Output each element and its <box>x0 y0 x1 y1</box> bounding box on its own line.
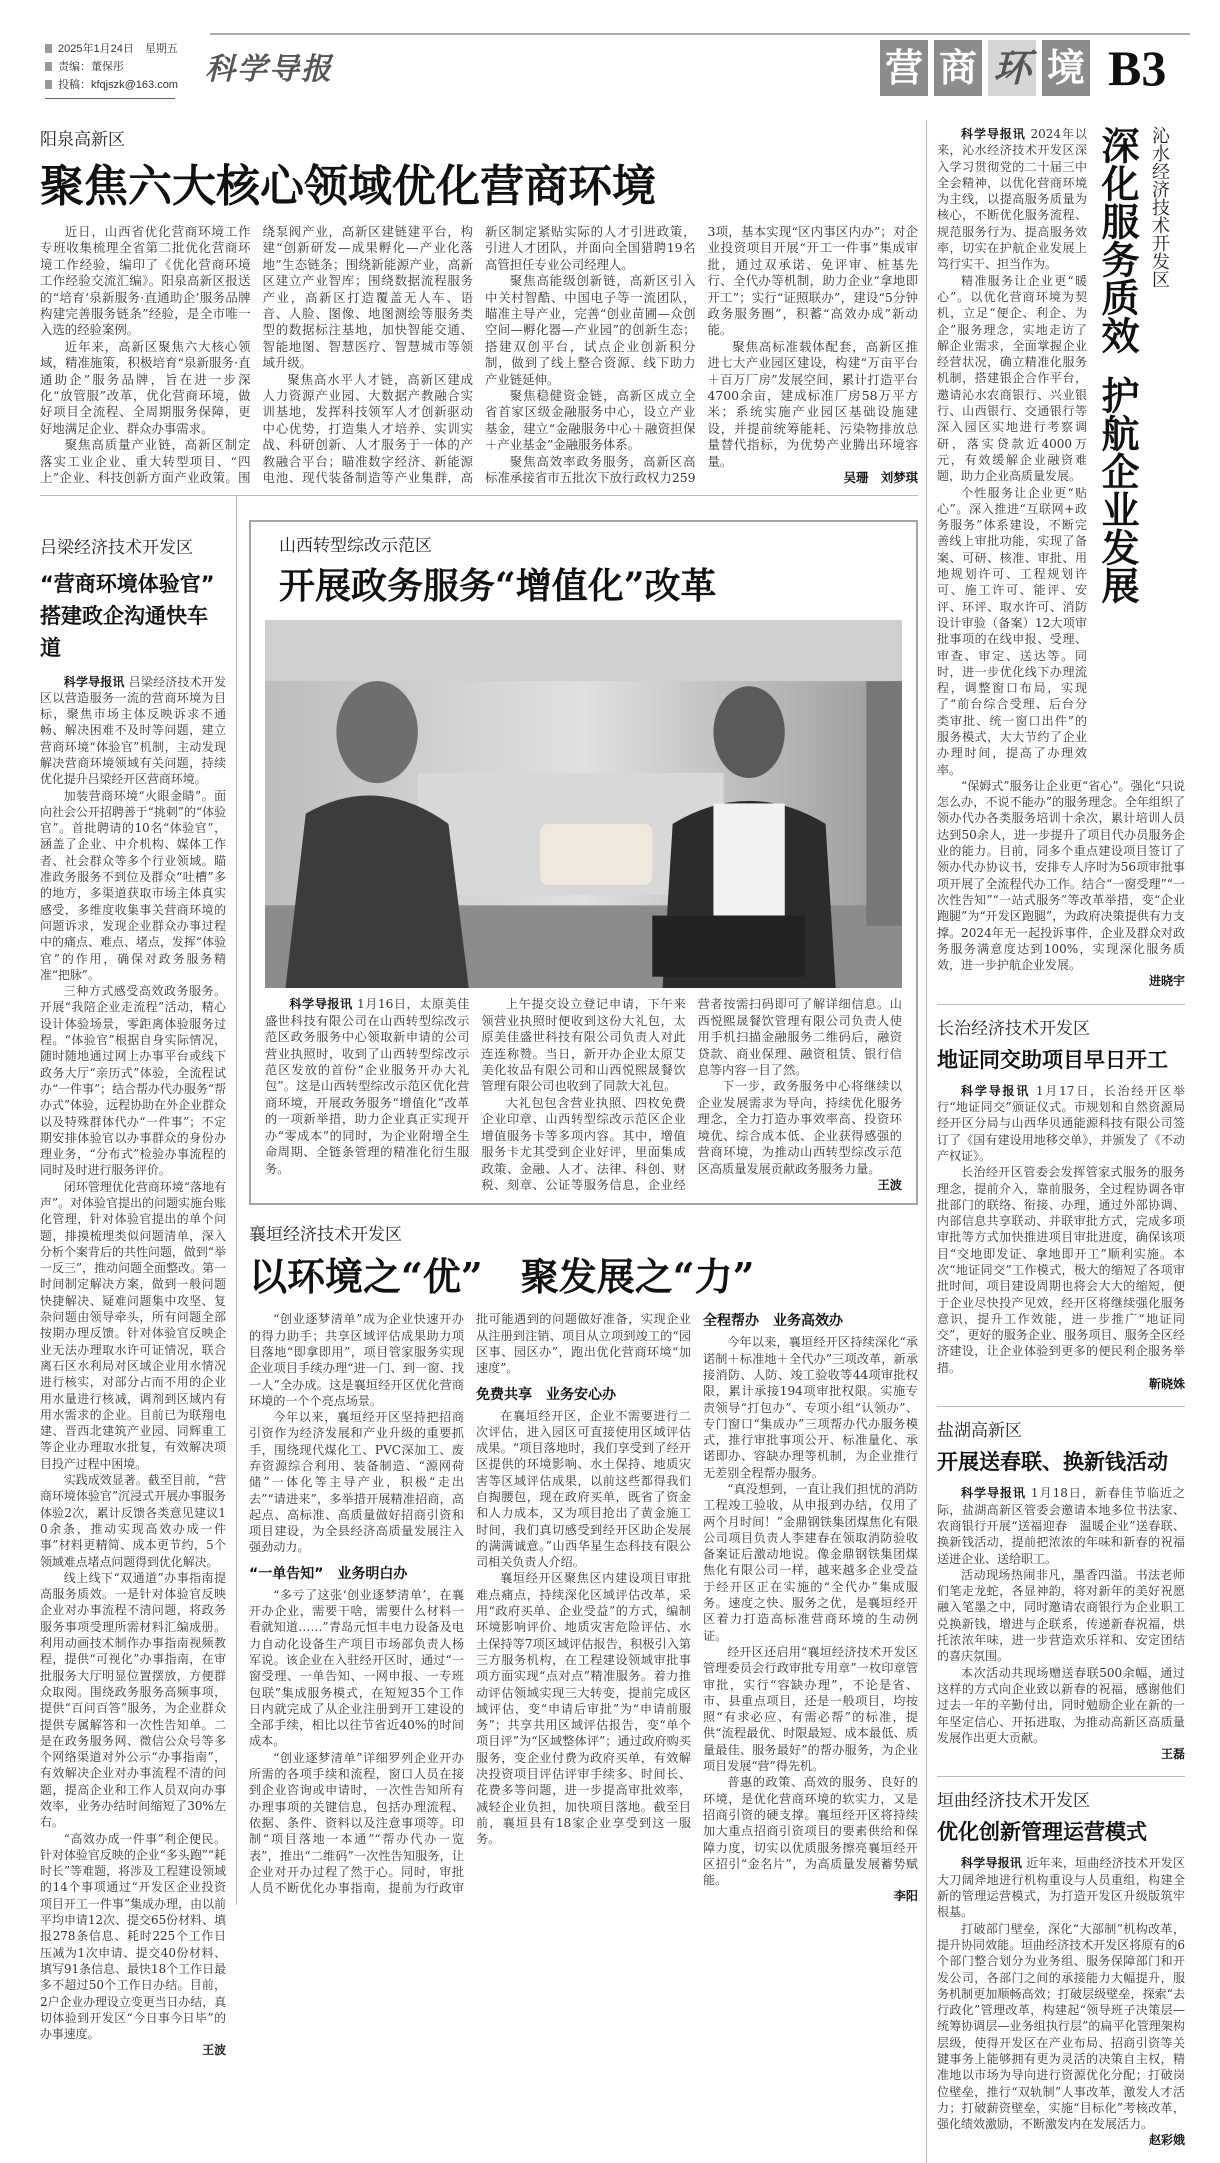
article-xiangyuan <box>249 1205 918 1904</box>
paragraph-text: 线上线下“双通道”办事指南提高服务质效。一是针对体验官反映企业对办事流程不清问题，将政务服务事项受理所需材料汇编成册。利用动画技术制作办事指南视频教程，提供“可视化”办事指南，在审批服务大厅明显位置摆放，方便群众取阅。围绕政务服务高频事项，提供“百问百答”服务，为企业群众提供专属解答和一次性告知单。二是在政务服务网、微信公众号等多个网络渠道对外公示“办事指南”，有效解决企业对办事流程不清的问题，提高企业和工作人员双向办事效率，业务办结时间缩短了30%左右。 <box>40 1570 226 1830</box>
paragraph-text: 普惠的政策、高效的服务、良好的环境，是优化营商环境的软实力，又是招商引资的硬支撑。襄垣经开区将持续加大重点招商引资项目的要素供给和保障力度，切实以优质服务擦亮襄垣经开区招引“金名片”，为高质量发展蓄势赋能。 <box>703 1775 918 1888</box>
article-lvliang <box>40 496 236 2059</box>
article-kicker: 阳泉高新区 <box>40 130 125 150</box>
paragraph-text: 今年以来，襄垣经开区坚持把招商引资作为经济发展和产业升级的重要抓手，围绕现代煤化工、PVC深加工、废弃资源综合利用、装备制造、“源网荷储”一体化等主导产业，积极“走出去”“请进来”，多举措开展精准招商，高起点、高标准、高质量做好招商引资和项目建设，为全县经济高质量发展注入强劲动力。 <box>249 1410 464 1555</box>
issue-date: 2025年1月24日 星期五 <box>45 40 178 58</box>
news-dateline: 科学导报讯 <box>63 674 125 689</box>
article-paragraph <box>249 1587 464 1750</box>
paragraph-text: 聚焦高效率政务服务，高新区高标准承接省市五批次下放行政权力2593项，基本实现“区内事区内办”；对企业投资项目开展“开工一件事”集成审批，通过双承诺、免评审、桩基先行、全代办等机制，助力企业“拿地即开工”；实行“证照联办”，建设“5分钟政务服务圈”，积蓄“高效办成”新动能。 <box>485 224 918 486</box>
article-yuanqu <box>937 1777 1185 2162</box>
paragraph-text: 全程帮办 业务高效办 <box>703 1313 843 1330</box>
article-author: 王波 <box>202 2043 226 2058</box>
article-paragraph <box>249 1409 464 1556</box>
paragraph-text: 经开区还启用“襄垣经济技术开发区管理委员会行政审批专用章”一枚印章管审批，实行“容缺办理”，不论是省、市、县重点项目，还是一般项目，均按照“有求必应、有需必帮”的标准，提供“流程最优、时限最短、成本最低、质量最佳、服务最好”的帮办服务，为企业项目发展“营”得先机。 <box>703 1644 918 1774</box>
paragraph-text: “一单告知” 业务明白办 <box>249 1565 408 1582</box>
article-paragraph <box>937 1855 1185 1920</box>
article-paragraph <box>249 1311 464 1409</box>
section-char: 营 <box>880 40 928 96</box>
photo-service-hall <box>265 620 902 989</box>
paragraph-text: 襄垣经开区聚焦区内建设项目审批难点痛点，持续深化区域评估改革，采用“政府买单、企业受益”的方式，编制环境影响评价、地质灾害危险评估、水土保持等7项区域评估报告，积极引入第三方服务机构，在工程建设领域审批事项方面实现“点对点”精准服务。着力推动评估领域实现三大转变，提前完成区域评估，变“申请后审批”为“申请前服务”；共享共用区域评估报告，变“单个项目评”为“区域整体评”；通过政府购买服务，变企业付费为政府买单，有效解决投资项目评估评审手续多、时间长、花费多等问题，进一步提高审批效率，减轻企业负担，加快项目落地。截至目前，襄垣县有18家企业享受到这一服务。 <box>476 1571 691 1847</box>
news-dateline: 科学导报讯 <box>961 1486 1027 1501</box>
article-body <box>40 674 226 2059</box>
article-body <box>937 778 1185 990</box>
article-headline: 开展送春联、换新钱活动 <box>937 1450 1168 1475</box>
article-kicker: 沁水经济技术开发区 <box>1149 126 1170 288</box>
article-paragraph <box>703 1644 918 1774</box>
main-area <box>40 120 918 2059</box>
article-kicker: 长治经济技术开发区 <box>937 1018 1090 1039</box>
article-paragraph <box>40 788 226 984</box>
article-body <box>937 1485 1185 1762</box>
vertical-headline <box>1095 126 1139 604</box>
article-headline: 深化服务质效 <box>1095 126 1140 354</box>
article-author: 进晓宇 <box>1148 974 1185 989</box>
paragraph-text: 活动现场热闹非凡，墨香四溢。书法老师们笔走龙蛇，各显神韵，将对新年的美好祝愿融入笔墨之中，同时邀请农商银行为企业职工兑换新钱，增进与企联系，传递新春祝福，烘托浓浓年味，进一步营造欢乐祥和、安定团结的喜庆氛围。 <box>937 1567 1185 1664</box>
paragraph-text: 1月18日，新春佳节临近之际，盐湖高新区管委会邀请本地多位书法家、农商银行开展“送福迎春 温暖企业”送春联、换新钱活动，提前把浓浓的年味和新春的祝福送进企业、送给职工。 <box>937 1486 1185 1566</box>
article-paragraph <box>476 1408 691 1571</box>
article-author: 王磊 <box>1160 1747 1185 1762</box>
paragraph-text: 打破部门壁垒，深化“大部制”机构改革，提升协同效能。垣曲经济技术开发区将原有的6个部门整合划分为业务组、服务保障部门和开发公司，各部门之间的承接能力大幅提升，服务机制更加顺畅高效；打破层级壁垒，探索“去行政化”管理改革，构建起“领导班子决策层—统筹协调层—业务组执行层”的扁平化管理架构层级，使得开发区在产业布局、招商引资等关键事务上能够拥有更为灵活的决策自主权，精准地以市场为导向进行资源优化分配；打破岗位壁垒，推行“双轨制”人事改革，激发人才活力；打破薪资壁垒，实施“目标化”考核改革，强化绩效激励，不断激发内在发展活力。 <box>937 1921 1185 2132</box>
paragraph-text: 大礼包包含营业执照、四枚免费企业印章、山西转型综改示范区企业增值服务卡等多项内容。其中，增值服务卡尤其受到企业好评，里面集成政策、金融、人才、法律、科创、财税、刻章、公证等服务信息，企业经营者按需扫码即可了解详细信息。山西悦熙晟餐饮管理有限公司负责人使用手机扫描金融服务二维码后，融资贷款、商业保理、融资租赁、银行信息等内容一目了然。 <box>481 997 902 1192</box>
paragraph-text: 长治经开区管委会发挥管家式服务的服务理念，提前介入，靠前服务，全过程协调各审批部门的联络、衔接、办理，通过外部协调、内部信息共享联动、并联审批方式，完成多项审批等方式加快推进项目审批进度，确保该项目“交地即发证、拿地即开工”顺利实施。本次“地证同交”工作模式，极大的缩短了各项审批时间，项目建设周期也将会大大的缩短，便于企业尽快投产见效，经开区将继续强化服务意识，提升工作效能，进一步推广“地证同交”，更好的服务企业、服务项目、服务全区经济建设，让企业体验到更多的便民利企服务举措。 <box>937 1165 1185 1375</box>
issue-editor: 责编：董保彤 <box>45 58 178 76</box>
article-headline: 地证同交助项目早日开工 <box>937 1047 1168 1072</box>
paragraph-text: 1月17日，长治经开区举行“地证同交”颁证仪式。市规划和自然资源局经开区分局与山西华贝通能源科技有限公司签订了《国有建设用地移交单》，并颁发了《不动产权证》。 <box>937 1083 1185 1163</box>
article-paragraph <box>708 339 919 470</box>
article-headline: 以环境之“优” 聚发展之“力” <box>249 1254 755 1300</box>
article-headline: “营商环境体验官” <box>40 571 215 596</box>
news-dateline: 科学导报讯 <box>289 997 353 1012</box>
paragraph-text: 在襄垣经开区，企业不需要进行二次评估，进入园区可直接使用区域评估成果。“项目落地时，我们享受到了经开区提供的环境影响、水土保持、地质灾害等区域评估成果，以前这些都得我们自掏腰包，现在政府买单，既省了资金和人力成本，又为项目抢出了黄金施工时间，我们真切感受到经开区助企发展的满满诚意。”山西华星生态科技有限公司相关负责人介绍。 <box>476 1408 691 1570</box>
section-title <box>880 40 1090 96</box>
article-paragraph <box>485 273 696 388</box>
article-kicker: 垣曲经济技术开发区 <box>937 1791 1090 1812</box>
article-headline: 搭建政企沟通快车道 <box>40 603 208 660</box>
paragraph-text: “真没想到，一直让我们担忧的消防工程竣工验收，从申报到办结，仅用了两个月时间！”金鼎钢铁集团煤焦化有限公司项目负责人李建春在领取消防验收备案证后激动地说。像金鼎钢铁集团煤焦化有限公司一样，越来越多企业受益于经开区正在实施的“全代办”集成服务。速度之快、服务之优，是襄垣经开区着力打造高标准营商环境的生动例证。 <box>703 1481 918 1643</box>
article-paragraph <box>698 1078 902 1176</box>
article-paragraph <box>937 1485 1185 1566</box>
article-paragraph <box>40 983 226 1179</box>
article-headline: 开展政务服务“增值化”改革 <box>279 564 717 607</box>
paragraph-text: “多亏了这张‘创业逐梦清单’，在襄开办企业，需要干啥，需要什么材料一看就知道……”青岛元恒丰电力设备及电力自动化设备生产项目市场部负责人杨军说。该企业在入驻经开区时，通过“一窗受理、一单告知、一网申报、一专班包联”集成服务模式，在短短35个工作日内就完成了从企业注册到开工建设的全部手续，相比以往节省近40%的时间成本。 <box>249 1587 464 1749</box>
article-paragraph <box>703 1334 918 1481</box>
paragraph-text: “高效办成一件事”利企便民。针对体验官反映的企业“多头跑”“耗时长”等难题，将涉及工程建设领域的14个事项通过“开发区企业投资项目开工一件事”集成办理，由以前平均申请12次、提交65份材料、填报278条信息、耗时225个工作日压减为1次申请、提交40份材料、填写91条信息、最快18个工作日最多不超过50个工作日办结。目前，2户企业办理设立变更当日办结，真切体验到开发区“今日事今日毕”的办事速度。 <box>40 1831 226 2042</box>
article-kicker: 山西转型综改示范区 <box>279 535 432 556</box>
issue-email: 投稿：kfqjszk@163.com <box>45 76 178 94</box>
article-headline: 优化创新管理运营模式 <box>937 1820 1147 1845</box>
paragraph-text: 上午提交设立登记申请，下午来领营业执照时便收到这份大礼包，太原美佳盛世科技有限公司负责人对此连连称赞。当日，新开办企业太原艾美化妆品有限公司和山西悦熙晟餐饮管理有限公司也收到了同款大礼包。 <box>481 997 686 1094</box>
article-paragraph <box>937 485 1087 778</box>
article-kicker: 盐湖高新区 <box>937 1421 1022 1442</box>
paragraph-text: 1月16日，太原美佳盛世科技有限公司在山西转型综改示范区政务服务中心领取新申请的公司营业执照时，收到了山西转型综改示范区发放的首份“企业服务开办大礼包”。这是山西转型综改示范区优化营商环境，开展政务服务“增值化”改革的一项新举措，助力企业真正实现开办“零成本”的同时，为企业附增全生命周期、全链条管理的精准化衍生服务。 <box>265 997 470 1176</box>
issue-info <box>45 40 178 94</box>
paragraph-text: 2024年以来，沁水经济技术开发区深入学习贯彻党的二十届三中全会精神，以优化营商环境为主线，以提高服务质量为核心，不断优化服务流程、规范服务行为、提高服务效率，切实在护航企业发展上笃行实干、担当作为。 <box>937 127 1087 272</box>
article-paragraph <box>40 1179 226 1472</box>
article-yangquan <box>40 120 918 487</box>
article-paragraph <box>937 1083 1185 1164</box>
center-area <box>236 496 918 1905</box>
paragraph-text: 近年来，垣曲经济技术开发区大刀阔斧地进行机构重设与人员重组，构建全新的管理运营模式，为打造开发区升级版筑牢根基。 <box>937 1856 1185 1920</box>
lower-row <box>40 496 918 2059</box>
article-paragraph <box>476 1570 691 1847</box>
article-paragraph <box>937 1921 1185 2133</box>
paragraph-text: 闭环管理优化营商环境“落地有声”。对体验官提出的问题实施台账化管理，针对体验官提出的单个问题，排摸梳理类似问题清单，深入分析个案背后的共性问题，做到“举一反三”，推动问题全面整改。第一时间制定解决方案，做到一般问题快捷解决、疑难问题集中攻坚、复杂问题由领导牵头，所有问题全部按期办理反馈。针对体验官反映企业无法办理取水许可证情况，联合离石区水利局对区域企业用水情况进行核实，对部分占而不用的企业用水量进行核减，调剂到区域内有用水需求的企业。目前已为联翔电建、晋西北建筑产业园、同辉重工等企业办理取水批复，有效解决项目投产过程中困境。 <box>40 1179 226 1471</box>
article-paragraph <box>937 1665 1185 1746</box>
article-author: 靳晓姝 <box>1148 1377 1185 1392</box>
paragraph-text: 下一步，政务服务中心将继续以企业发展需求为导向，持续优化服务理念，全力打造办事效率高、投资环境优、综合成本低、企业获得感强的营商环境，为推动山西转型综改示范区高质量发展贡献政务服务力量。 <box>697 1079 902 1176</box>
top-rule <box>210 33 1190 35</box>
paragraph-text: 吕梁经济技术开发区以营造服务一流的营商环境为目标，聚焦市场主体反映诉求不通畅、解决困难不及时等问题，建立营商环境“体验官”机制，主动发现解决营商环境领域有关问题，持续优化提升吕梁经开区营商环境。 <box>40 674 226 787</box>
article-body <box>937 1083 1185 1393</box>
section-char: 环 <box>988 40 1036 96</box>
boxed-article <box>249 520 918 1206</box>
paragraph-text: 聚焦高能级创新链，高新区引入中关村智酷、中国电子等一流团队，瞄准主导产业，完善“创业苗圃—众创空间—孵化器—产业园”的创新生态；搭建双创平台，试点企业创新积分制，做到了线上整合资源、线下助力产业链延伸。 <box>485 273 696 387</box>
paragraph-text: 精准服务让企业更“暖心”。以优化营商环境为契机，立足“便企、利企、为企”服务理念，实地走访了解企业需求，全面掌握企业经营状况，确立精准化服务机制，搭建银企合作平台，邀请沁水农商银行、兴业银行、山西银行、交通银行等深入园区实地进行考察调研，落实贷款近4000万元，有效缓解企业融资难题，助力企业高质量发展。 <box>937 273 1087 484</box>
paragraph-text: 三种方式感受高效政务服务。开展“我陪企业走流程”活动，精心设计体验场景，零距离体验服务过程。“体验官”根据自身实际情况，随时随地通过网上办事平台或线下政务大厅“亲历式”体验，全流程试办“一件事”；结合帮办代办服务“帮办式”体验，远程协助在外企业群众以及特殊群体代办“一件事”；不定期安排体验官以办事群众的身份办理业务，“分布式”检验办事流程的同时及时进行服务评价。 <box>40 984 226 1178</box>
article-yanhu <box>937 1407 1185 1777</box>
article-body <box>40 224 918 487</box>
article-body <box>937 126 1087 778</box>
article-subheading <box>476 1385 691 1405</box>
paragraph-text: “保姆式”服务让企业更“省心”。强化“只说怎么办，不说不能办”的服务理念。全年组织了领办代办各类服务培训十余次，累计培训人员达到50余人，进一步提升了项目代办员服务企业的能力。目前，同多个重点建设项目签订了领办代办协议书，安排专人序时为56项审批事项开展了全流程代办工作。结合“一窗受理”“一次性告知”“一站式服务”等改革举措，变“企业跑腿”为“开发区跑腿”，为政府决策提供有力支撑。2024年无一起投诉事件，企业及群众对政务服务满意度达到100%，实现深化服务质效，进一步护航企业发展。 <box>937 778 1185 973</box>
article-kicker: 吕梁经济技术开发区 <box>40 537 193 558</box>
news-dateline: 科学导报讯 <box>961 1856 1023 1871</box>
page-number: B3 <box>1108 40 1167 96</box>
section-char: 商 <box>934 40 982 96</box>
paragraph-text: 加装营商环境“火眼金睛”。面向社会公开招聘善于“挑刺”的“体验官”。首批聘请的10名“体验官”，涵盖了企业、中介机构、媒体工作者、社会群众等多个行业领域。瞄准政务服务不到位及群众“吐槽”多的地方，多渠道获取市场主体真实感受，多维度收集事关营商环境的问题诉求，发现企业群众办事过程中的痛点、难点、堵点，发挥“体验官”的作用，确保对政务服务精准“把脉”。 <box>40 788 226 982</box>
paragraph-text: 近年来，高新区聚焦六大核心领域，精准施策，积极培育“泉新服务·直通助企”服务品牌，旨在进一步深化“放管服”改革，优化营商环境，做好项目全流程、全周期服务保障，更好地满足企业、群众办事需求。 <box>40 338 251 436</box>
news-dateline: 科学导报讯 <box>961 127 1026 141</box>
article-paragraph <box>485 388 696 454</box>
paragraph-text: 近日，山西省优化营商环境工作专班收集梳理全省第二批优化营商环境工作经验，编印了《优化营商环境工作经验交流汇编》。阳泉高新区报送的“培育‘泉新服务·直通助企’服务品牌 构建完善服务链条”经验，是全市唯一入选的经验案例。 <box>40 224 263 338</box>
news-dateline: 科学导报讯 <box>961 1083 1031 1098</box>
article-paragraph <box>481 996 685 1094</box>
paragraph-text: 聚焦稳健资金链，高新区成立全省首家区级金融服务中心，设立产业基金，建立“金融服务中心＋融资担保＋产业基金”金融服务体系。 <box>485 388 696 453</box>
article-subheading <box>249 1564 464 1584</box>
divider <box>45 98 175 99</box>
article-body <box>265 996 902 1193</box>
article-paragraph <box>703 1774 918 1888</box>
article-paragraph <box>40 224 263 339</box>
article-paragraph <box>937 126 1087 273</box>
paragraph-text: “创业逐梦清单”详细罗列企业开办所需的各项手续和流程，窗口人员在接到企业咨询或申请时，一次性告知所有办理事项的关键信息，包括办理流程、依据、条件、资料以及注意事项等。印制“项目落地一本通”“帮办代办一览表”，推出“二维码”一次性告知服务，让企业对开办过程了然于心。同时，审批人员不断优化办事指南，提前为行政审批可能遇到的问题做好准备，实现企业从注册到注销、项目从立项到竣工的“园区事、园区办”，跑出优化营商环境“加速度”。 <box>249 1312 691 1896</box>
article-paragraph <box>40 339 251 437</box>
news-photo <box>265 620 902 989</box>
paragraph-text: 本次活动共现场赠送春联500余幅，通过这样的方式向企业致以新春的祝福，感谢他们过去一年的辛勤付出，同时勉励企业在新的一年坚定信心、开拓进取，为推动高新区高质量发展作出更大贡献。 <box>937 1665 1185 1745</box>
article-paragraph <box>265 996 469 1176</box>
article-paragraph <box>703 1481 918 1644</box>
article-paragraph <box>937 1567 1185 1665</box>
paragraph-text: “创业逐梦清单”成为企业快速开办的得力助手；共享区域评估成果助力项目落地“即拿即用”，项目管家服务实现企业项目手续办理“进一门、到一窗、找一人”全办成。这是襄垣经开区优化营商环境的一个个亮点场景。 <box>249 1312 464 1408</box>
article-paragraph <box>40 674 226 788</box>
article-author: 王波 <box>877 1177 902 1192</box>
paragraph-text: 实践成效显著。截至目前，“营商环境体验官”沉浸式开展办事服务体验2次，累计反馈各类意见建议10余条，推动实现高效办成一件事”材料更精简、成本更节约，5个领域难点堵点问题得到优化解决。 <box>40 1473 226 1569</box>
article-paragraph <box>937 1164 1185 1376</box>
article-author: 吴珊 刘梦琪 <box>843 470 918 486</box>
article-changzhi <box>937 1005 1185 1408</box>
article-author: 李阳 <box>893 1889 918 1904</box>
article-paragraph <box>937 778 1185 974</box>
section-char: 境 <box>1042 40 1090 96</box>
paragraph-text: 聚焦高标准载体配套，高新区推进七大产业园区建设，构建“万亩平台＋百万厂房”发展空间，累计打造平台4700余亩，建成标准厂房58万平方米；系统实施产业园区基础设施建设，并提前统筹能耗、污染物排放总量替代指标，为优势产业腾出环境容量。 <box>707 338 918 469</box>
paragraph-text: 免费共享 业务安心办 <box>476 1386 616 1403</box>
paragraph-text: 聚焦高水平人才链，高新区建成人力资源产业园、大数据产教融合实训基地，发挥科技领军人才创新驱动中心优势，打造集人才培养、实训实战、科研创新、人才服务于一体的产教融合平台；瞄准数字经济、新能源电池、现代装备制造等产业集群，高新区制定紧贴实际的人才引进政策，引进人才团队，并面向全国猎聘19名高管担任专业公司经理人。 <box>262 224 696 486</box>
article-paragraph <box>40 1472 226 1570</box>
paragraph-text: 个性服务让企业更“贴心”。深入推进“互联网+政务服务”体系建设，不断完善线上审批功能，实现了备案、可研、核准、审批、用地规划许可、工程规划许可、施工许可、能评、安评、环评、取水许可、消防设计审验（备案）12大项审批事项的在线申报、受理、审查、审定、送达等。同时，进一步优化线下办理流程，调整窗口布局，实现了“前台综合受理、后台分类审批、统一窗口出件”的服务模式，大大节约了企业办理时间，提高了办理效率。 <box>937 485 1087 777</box>
article-paragraph <box>40 1570 226 1831</box>
article-qinshui <box>937 120 1185 1005</box>
article-body <box>249 1311 918 1904</box>
paragraph-text: 今年以来，襄垣经开区持续深化“承诺制＋标准地＋全代办”三项改革，新承接消防、人防、竣工验收等44项审批权限，累计承接194项审批权限。实施专责领导“打包办”、专项小组“认领办”、专门窗口“集成办”三项帮办代办服务模式，推行审批事项公开、标准量化、承诺即办、容缺办理等机制，为企业推行无差别全程帮办服务。 <box>703 1335 918 1480</box>
article-author: 赵彩娥 <box>1148 2133 1185 2148</box>
article-headline: 护航企业发展 <box>1095 376 1140 604</box>
right-column <box>926 120 1185 2163</box>
article-paragraph <box>40 1831 226 2043</box>
article-body <box>937 1855 1185 2148</box>
qinshui-top <box>937 126 1185 778</box>
article-kicker: 襄垣经济技术开发区 <box>249 1225 402 1246</box>
article-paragraph <box>937 273 1087 485</box>
article-headline: 聚焦六大核心领域优化营商环境 <box>40 161 656 212</box>
newspaper-logo: 科学导报 <box>205 52 333 87</box>
paragraph-text: 聚焦高质量产业链，高新区制定落实工业企业、重大转型项目、“四上”企业、科技创新方面产业政策。围绕泵阀产业，高新区建链建平台，构建“创新研发—成果孵化—产业化落地”生态链条；围绕新能源产业，高新区建立产业智库；围绕数据流程服务产业，高新区打造覆盖无人车、语音、人脸、图像、地图测绘等服务类型的数据标注基地，加快智能交通、智能地图、智慧医疗、智慧城市等领域升级。 <box>40 224 473 486</box>
article-subheading <box>703 1311 918 1331</box>
